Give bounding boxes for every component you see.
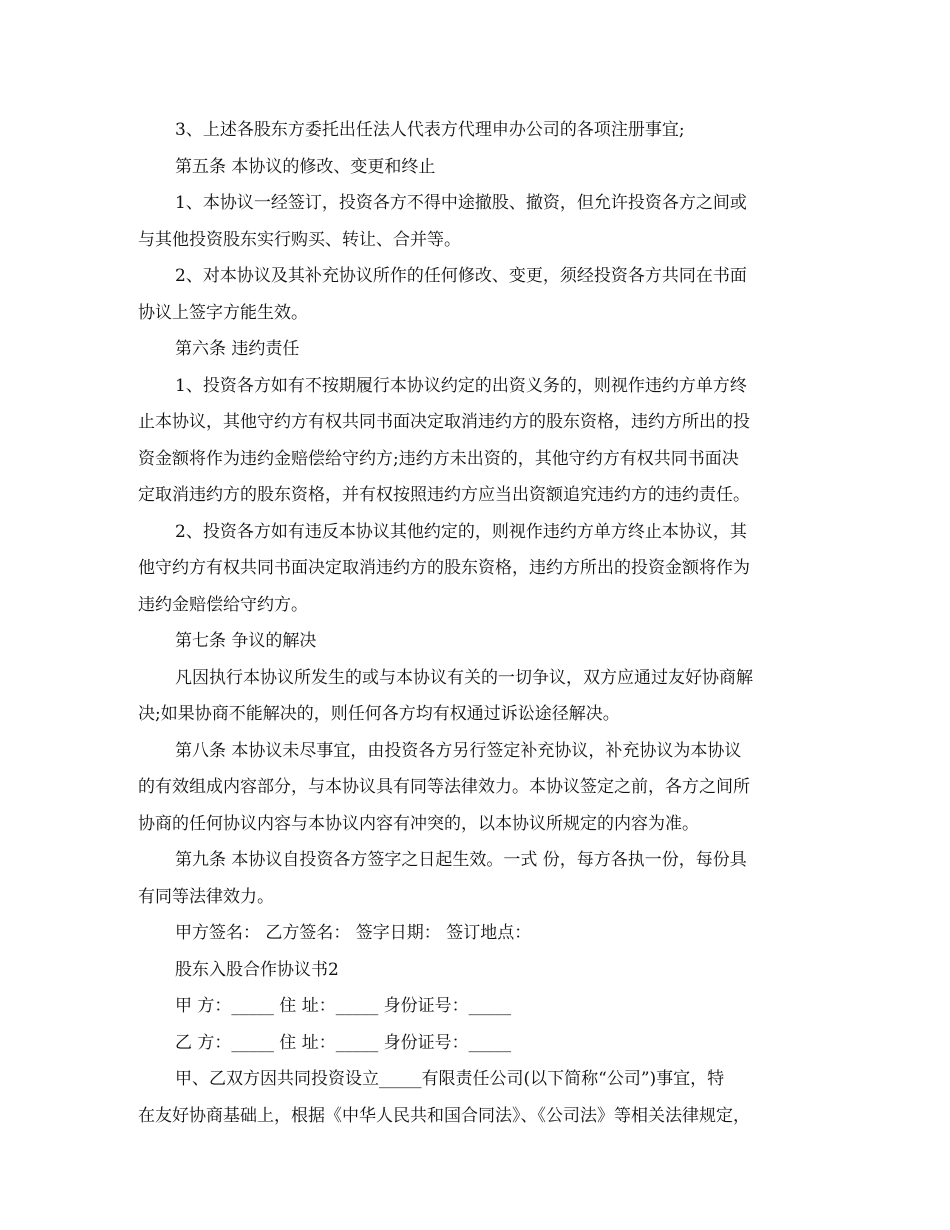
- document-line: 甲方签名： 乙方签名： 签字日期： 签订地点：: [175, 923, 532, 943]
- document-line: 2、对本协议及其补充协议所作的任何修改、变更，须经投资各方共同在书面: [175, 266, 747, 286]
- document-line: 2、投资各方如有违反本协议其他约定的，则视作违约方单方终止本协议，其: [175, 521, 747, 542]
- document-line: 3、上述各股东方委托出任法人代表方代理申办公司的各项注册事宜;: [175, 120, 685, 140]
- document-line: 1、投资各方如有不按期履行本协议约定的出资义务的，则视作违约方单方终: [175, 375, 747, 396]
- document-line: 止本协议，其他守约方有权共同书面决定取消违约方的股东资格，违约方所出的投: [138, 412, 750, 432]
- document-line: 决;如果协商不能解决的，则任何各方均有权通过诉讼途径解决。: [138, 704, 620, 724]
- document-line: 资金额将作为违约金赔偿给守约方;违约方未出资的，其他守约方有权共同书面决: [138, 448, 739, 469]
- document-line: 凡因执行本协议所发生的或与本协议有关的一切争议，双方应通过友好协商解: [175, 667, 753, 688]
- document-line: 协商的任何协议内容与本协议内容有冲突的，以本协议所规定的内容为准。: [138, 813, 699, 834]
- document-line: 1、本协议一经签订，投资各方不得中途撤股、撤资，但允许投资各方之间或: [175, 193, 747, 213]
- document-body: [138, 112, 828, 1134]
- document-line: 协议上签字方能生效。: [138, 302, 308, 323]
- document-line: 乙 方：_____ 住 址：_____ 身份证号：_____: [175, 1032, 512, 1053]
- document-line: 违约金赔偿给守约方。: [138, 594, 308, 615]
- document-line: 第八条 本协议未尽事宜，由投资各方另行签定补充协议，补充协议为本协议: [175, 740, 742, 761]
- document-line: 的有效组成内容部分，与本协议具有同等法律效力。本协议签定之前，各方之间所: [138, 777, 750, 797]
- document-line: 甲、乙双方因共同投资设立_____有限责任公司(以下简称“公司”)事宜，特: [175, 1069, 725, 1089]
- document-line: 第九条 本协议自投资各方签字之日起生效。一式 份，每方各执一份，每份具: [175, 850, 747, 870]
- document-line: 与其他投资股东实行购买、转让、合并等。: [138, 229, 461, 250]
- document-line: 在友好协商基础上，根据《中华人民共和国合同法》、《公司法》等相关法律规定，: [138, 1105, 750, 1126]
- document-line: 定取消违约方的股东资格，并有权按照违约方应当出资额追究违约方的违约责任。: [138, 485, 750, 505]
- document-line: 有同等法律效力。: [138, 886, 274, 907]
- document-line: 第七条 争议的解决: [175, 631, 317, 651]
- document-line: 甲 方：_____ 住 址：_____ 身份证号：_____: [175, 996, 512, 1016]
- document-line: 第五条 本协议的修改、变更和终止: [175, 156, 436, 177]
- document-line: 股东入股合作协议书2: [175, 959, 339, 980]
- document-line: 他守约方有权共同书面决定取消违约方的股东资格，违约方所出的投资金额将作为: [138, 558, 750, 578]
- document-line: 第六条 违约责任: [175, 339, 300, 359]
